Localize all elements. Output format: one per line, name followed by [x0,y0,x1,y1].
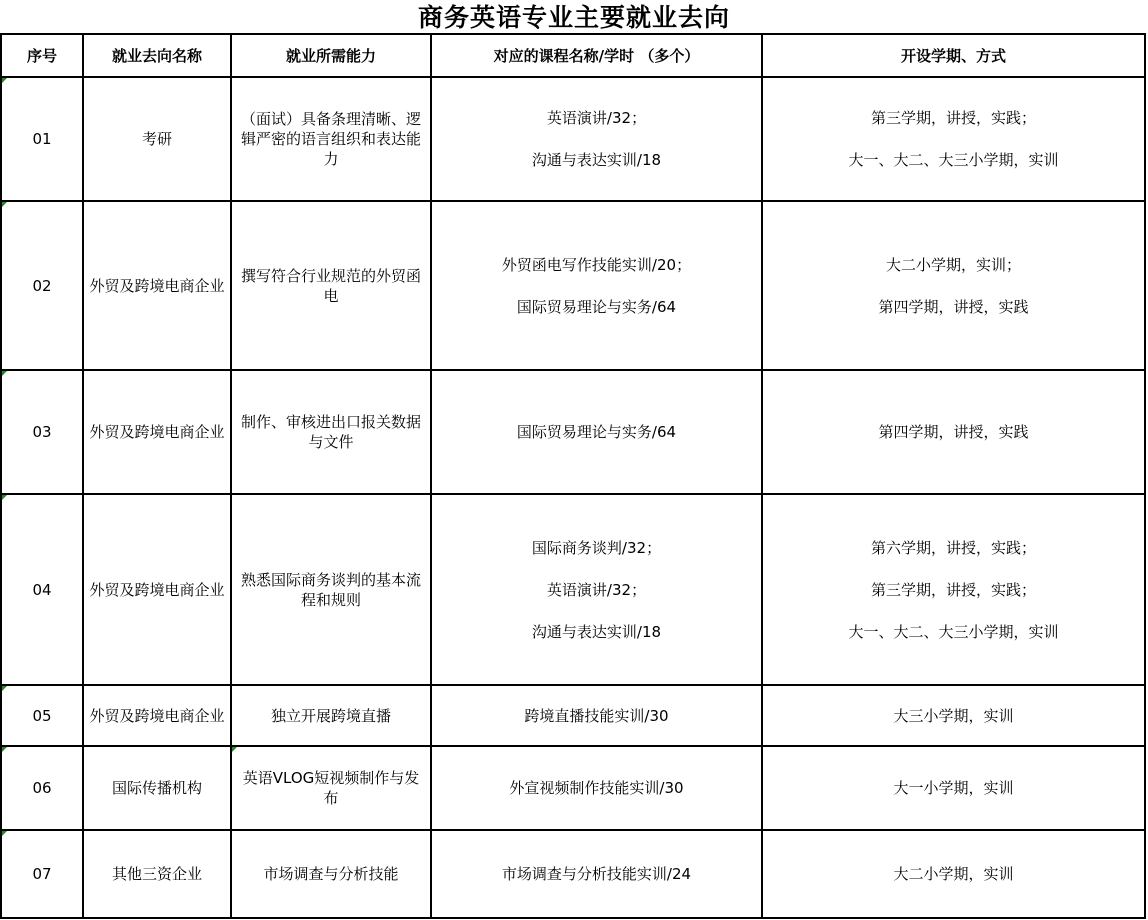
table-row [1,494,1145,685]
cell-ability[interactable]: 撰写符合行业规范的外贸函电 [231,201,431,370]
cell-courses[interactable] [431,494,762,685]
header-ability[interactable]: 就业所需能力 [231,34,431,77]
semester-line: 第三学期，讲授，实践； [870,109,1036,127]
header-semester[interactable]: 开设学期、方式 [762,34,1145,77]
cell-marker [2,202,7,207]
cell-destination[interactable]: 外贸及跨境电商企业 [83,201,231,370]
course-line: 沟通与表达实训/18 [531,622,662,641]
cell-marker [2,371,7,376]
employment-table [0,33,1146,919]
semester-line: 大二小学期，实训； [885,255,1021,274]
course-line: 英语演讲/32； [546,580,647,599]
header-seq[interactable]: 序号 [1,34,83,77]
cell-seq[interactable]: 06 [1,746,83,830]
cell-destination[interactable]: 其他三资企业 [83,830,231,918]
cell-courses[interactable] [431,370,762,494]
cell-courses[interactable] [431,830,762,918]
cell-semester[interactable] [762,494,1145,685]
cell-seq[interactable]: 04 [1,494,83,685]
cell-marker [2,686,7,691]
cell-seq[interactable]: 05 [1,685,83,746]
semester-line: 第四学期，讲授，实践 [878,297,1029,316]
cell-ability[interactable]: 独立开展跨境直播 [231,685,431,746]
header-courses[interactable]: 对应的课程名称/学时 （多个） [431,34,762,77]
cell-ability[interactable]: 英语VLOG短视频制作与发布 [231,746,431,830]
cell-marker [2,78,7,83]
cell-seq[interactable]: 07 [1,830,83,918]
course-line: 外贸函电写作技能实训/20； [501,255,692,274]
cell-destination[interactable]: 外贸及跨境电商企业 [83,494,231,685]
course-line: 国际贸易理论与实务/64 [516,423,677,441]
table-row [1,830,1145,918]
cell-destination[interactable]: 考研 [83,77,231,201]
table-row [1,77,1145,201]
cell-seq[interactable]: 03 [1,370,83,494]
cell-marker [2,747,7,752]
cell-semester[interactable] [762,77,1145,201]
cell-seq[interactable]: 01 [1,77,83,201]
cell-semester[interactable] [762,830,1145,918]
course-line: 国际贸易理论与实务/64 [516,297,677,316]
cell-marker [232,747,237,752]
course-line: 外宣视频制作技能实训/30 [509,779,684,797]
semester-line: 第六学期，讲授，实践； [870,538,1036,557]
cell-ability[interactable]: 制作、审核进出口报关数据与文件 [231,370,431,494]
cell-ability[interactable]: 市场调查与分析技能 [231,830,431,918]
semester-line: 第三学期，讲授，实践； [870,580,1036,599]
semester-line: 大一、大二、大三小学期，实训 [848,622,1059,641]
cell-seq[interactable]: 02 [1,201,83,370]
cell-destination[interactable]: 外贸及跨境电商企业 [83,370,231,494]
cell-courses[interactable] [431,685,762,746]
course-line: 沟通与表达实训/18 [531,151,662,169]
table-row [1,201,1145,370]
semester-line: 大二小学期，实训 [893,865,1014,883]
cell-semester[interactable] [762,746,1145,830]
semester-line: 第四学期，讲授，实践 [878,423,1029,441]
table-row [1,685,1145,746]
cell-semester[interactable] [762,370,1145,494]
table-row [1,370,1145,494]
cell-ability[interactable]: 熟悉国际商务谈判的基本流程和规则 [231,494,431,685]
cell-courses[interactable] [431,746,762,830]
course-line: 英语演讲/32； [546,109,647,127]
course-line: 市场调查与分析技能实训/24 [501,865,692,883]
header-row [1,34,1145,77]
course-line: 国际商务谈判/32； [531,538,662,557]
cell-courses[interactable] [431,201,762,370]
semester-line: 大一、大二、大三小学期，实训 [848,151,1059,169]
cell-semester[interactable] [762,201,1145,370]
page-title: 商务英语专业主要就业去向 [417,3,730,32]
course-line: 跨境直播技能实训/30 [524,706,669,725]
cell-marker [2,831,7,836]
cell-destination[interactable]: 国际传播机构 [83,746,231,830]
semester-line: 大一小学期，实训 [893,779,1014,797]
cell-marker [2,495,7,500]
cell-ability[interactable]: （面试）具备条理清晰、逻辑严密的语言组织和表达能力 [231,77,431,201]
header-destination[interactable]: 就业去向名称 [83,34,231,77]
cell-destination[interactable]: 外贸及跨境电商企业 [83,685,231,746]
semester-line: 大三小学期，实训 [893,706,1014,725]
cell-courses[interactable] [431,77,762,201]
cell-semester[interactable] [762,685,1145,746]
table-row [1,746,1145,830]
